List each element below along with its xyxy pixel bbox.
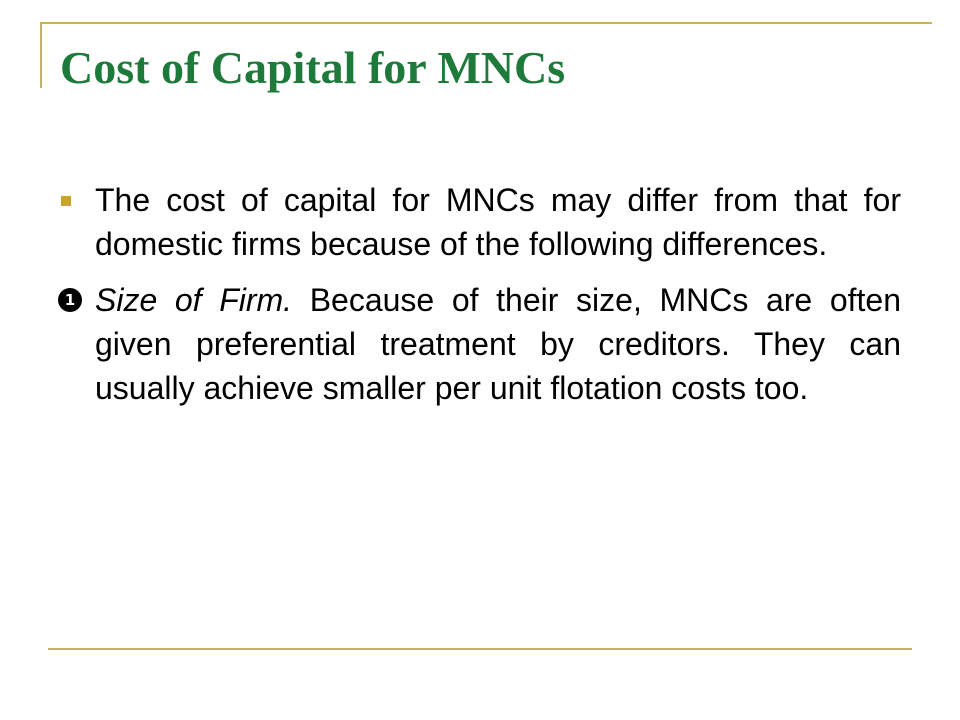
bullet-text-1: The cost of capital for MNCs may differ from that for domestic firms because of the following differences. (95, 182, 901, 262)
left-rule (40, 22, 42, 88)
bullet-item-2 (58, 278, 901, 410)
square-bullet-icon (61, 196, 71, 206)
slide-title: Cost of Capital for MNCs (60, 42, 566, 93)
bullet-item-1 (58, 178, 901, 266)
bullet-emphasis: Size of Firm. (95, 282, 293, 318)
bottom-rule (48, 648, 912, 650)
bullet-body: Because of their size, MNCs are often given preferential treatment by creditors. They can usually achieve smaller per unit flotation costs too. (95, 282, 902, 406)
bullet-text-2 (95, 278, 901, 410)
slide-content (58, 178, 901, 422)
number-one-circle-icon: 1 (58, 288, 82, 312)
top-rule (40, 22, 932, 24)
